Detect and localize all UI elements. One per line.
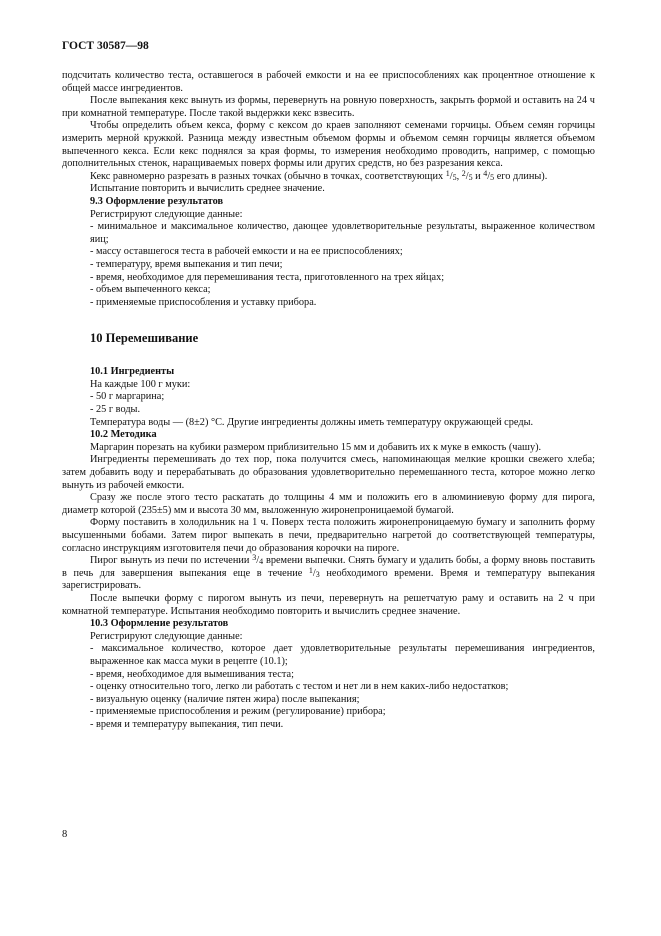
section-heading-10-2: 10.2 Методика xyxy=(90,429,157,441)
page-header: ГОСТ 30587—98 xyxy=(62,40,149,52)
paragraph: Маргарин порезать на кубики размером приблизительно 15 мм и добавить их к муке в емкость (чашу). xyxy=(90,441,542,453)
paragraph: подсчитать количество теста, оставшегося в рабочей емкости и на ее приспособлениях как процентное отношение к общей массе ингредиентов. xyxy=(62,70,595,94)
list-item: - 25 г воды. xyxy=(90,404,141,416)
page-number: 8 xyxy=(62,829,68,840)
list-item: - визуальную оценку (наличие пятен жира) после выпекания; xyxy=(90,693,360,705)
list-item: - объем выпеченного кекса; xyxy=(90,284,211,296)
list-item: - время и температуру выпекания, тип печи. xyxy=(90,718,284,730)
list-item: - время, необходимое для вымешивания теста; xyxy=(90,668,294,680)
list-item: - температуру, время выпекания и тип печи; xyxy=(90,258,283,270)
list-item: - время, необходимое для перемешивания теста, приготовленного на трех яйцах; xyxy=(90,271,445,283)
section-heading-9-3: 9.3 Оформление результатов xyxy=(90,195,224,207)
paragraph-baking: Пирог вынуть из печи по истечении $^3$/4 времени выпечки. Снять бумагу и удалить бобы, а форму вновь поставить в печь для завершения выпекания еще в течение $^1$/3 необходимого времени. Время и температуру выпекания зарегистрировать. xyxy=(62,553,595,592)
list-item: - 50 г маргарина; xyxy=(90,391,165,403)
list-item: - оценку относительно того, легко ли работать с тестом и нет ли в нем каких-либо недостатков; xyxy=(90,681,509,693)
list-item: - максимальное количество, которое дает удовлетворительные результаты перемешивания ингредиентов, выраженное как масса муки в рецепте (10.1); xyxy=(90,643,595,667)
section-heading-10-1: 10.1 Ингредиенты xyxy=(90,366,175,378)
paragraph: Испытание повторить и вычислить среднее значение. xyxy=(90,183,325,195)
paragraph: Ингредиенты перемешивать до тех пор, пока получится смесь, напоминающая мелкие крошки свежего хлеба; затем добавить воду и перерабатывать до образования удовлетворительно перемешанного теста, которое можно легко вынуть из рабочей емкости. xyxy=(62,454,595,491)
section-heading-10: 10 Перемешивание xyxy=(90,331,199,346)
list-item: - массу оставшегося теста в рабочей емкости и на ее приспособлениях; xyxy=(90,246,403,258)
paragraph-cut: Кекс равномерно разрезать в разных точках (обычно в точках, соответствующих $^1$/5, $^2$/5 и $^4$/5 его длины). xyxy=(90,168,548,182)
paragraph: Форму поставить в холодильник на 1 ч. Поверх теста положить жиронепроницаемую бумагу и заполнить форму высушенными бобами. Затем пирог выпекать в печи, предварительно нагретой до соответствующей температуры, согласно инструкциям изготовителя печи до образования корочки на пироге. xyxy=(62,517,595,554)
section-heading-10-3: 10.3 Оформление результатов xyxy=(90,618,229,630)
list-item: - применяемые приспособления и уставку прибора. xyxy=(90,296,317,308)
list-lead: На каждые 100 г муки: xyxy=(90,378,191,390)
paragraph: После выпекания кекс вынуть из формы, перевернуть на ровную поверхность, закрыть формой и оставить на 24 ч при комнатной температуре. После такой выдержки кекс взвесить. xyxy=(62,95,595,119)
list-lead: Регистрируют следующие данные: xyxy=(90,208,243,220)
list-lead: Регистрируют следующие данные: xyxy=(90,630,243,642)
paragraph: Чтобы определить объем кекса, форму с кексом до краев заполняют семенами горчицы. Объем семян горчицы измерить мерной кружкой. Разница между известным объемом формы и объемом семян горчицы является объемом выпеченного кекса. Если кекс поднялся за края формы, то измерения необходимо проводить, например, с помощью дополнительных стенок, наращиваемых поверх формы или других средств, но без разрезания кекса. xyxy=(62,120,595,170)
list-item: - минимальное и максимальное количество, дающее удовлетворительные результаты, выраженное количеством яиц; xyxy=(90,221,595,245)
list-item: - применяемые приспособления и режим (регулирование) прибора; xyxy=(90,706,386,718)
paragraph: Температура воды — (8±2) °С. Другие ингредиенты должны иметь температуру окружающей среды. xyxy=(90,416,534,428)
paragraph: Сразу же после этого тесто раскатать до толщины 4 мм и положить его в алюминиевую форму для пирога, диаметр которой (235±5) мм и высота 30 мм, выложенную жиронепроницаемой бумагой. xyxy=(62,492,595,516)
paragraph: После выпечки форму с пирогом вынуть из печи, перевернуть на решетчатую раму и оставить на 2 ч при комнатной температуре. Испытания необходимо повторить и вычислить среднее значение. xyxy=(62,592,595,617)
